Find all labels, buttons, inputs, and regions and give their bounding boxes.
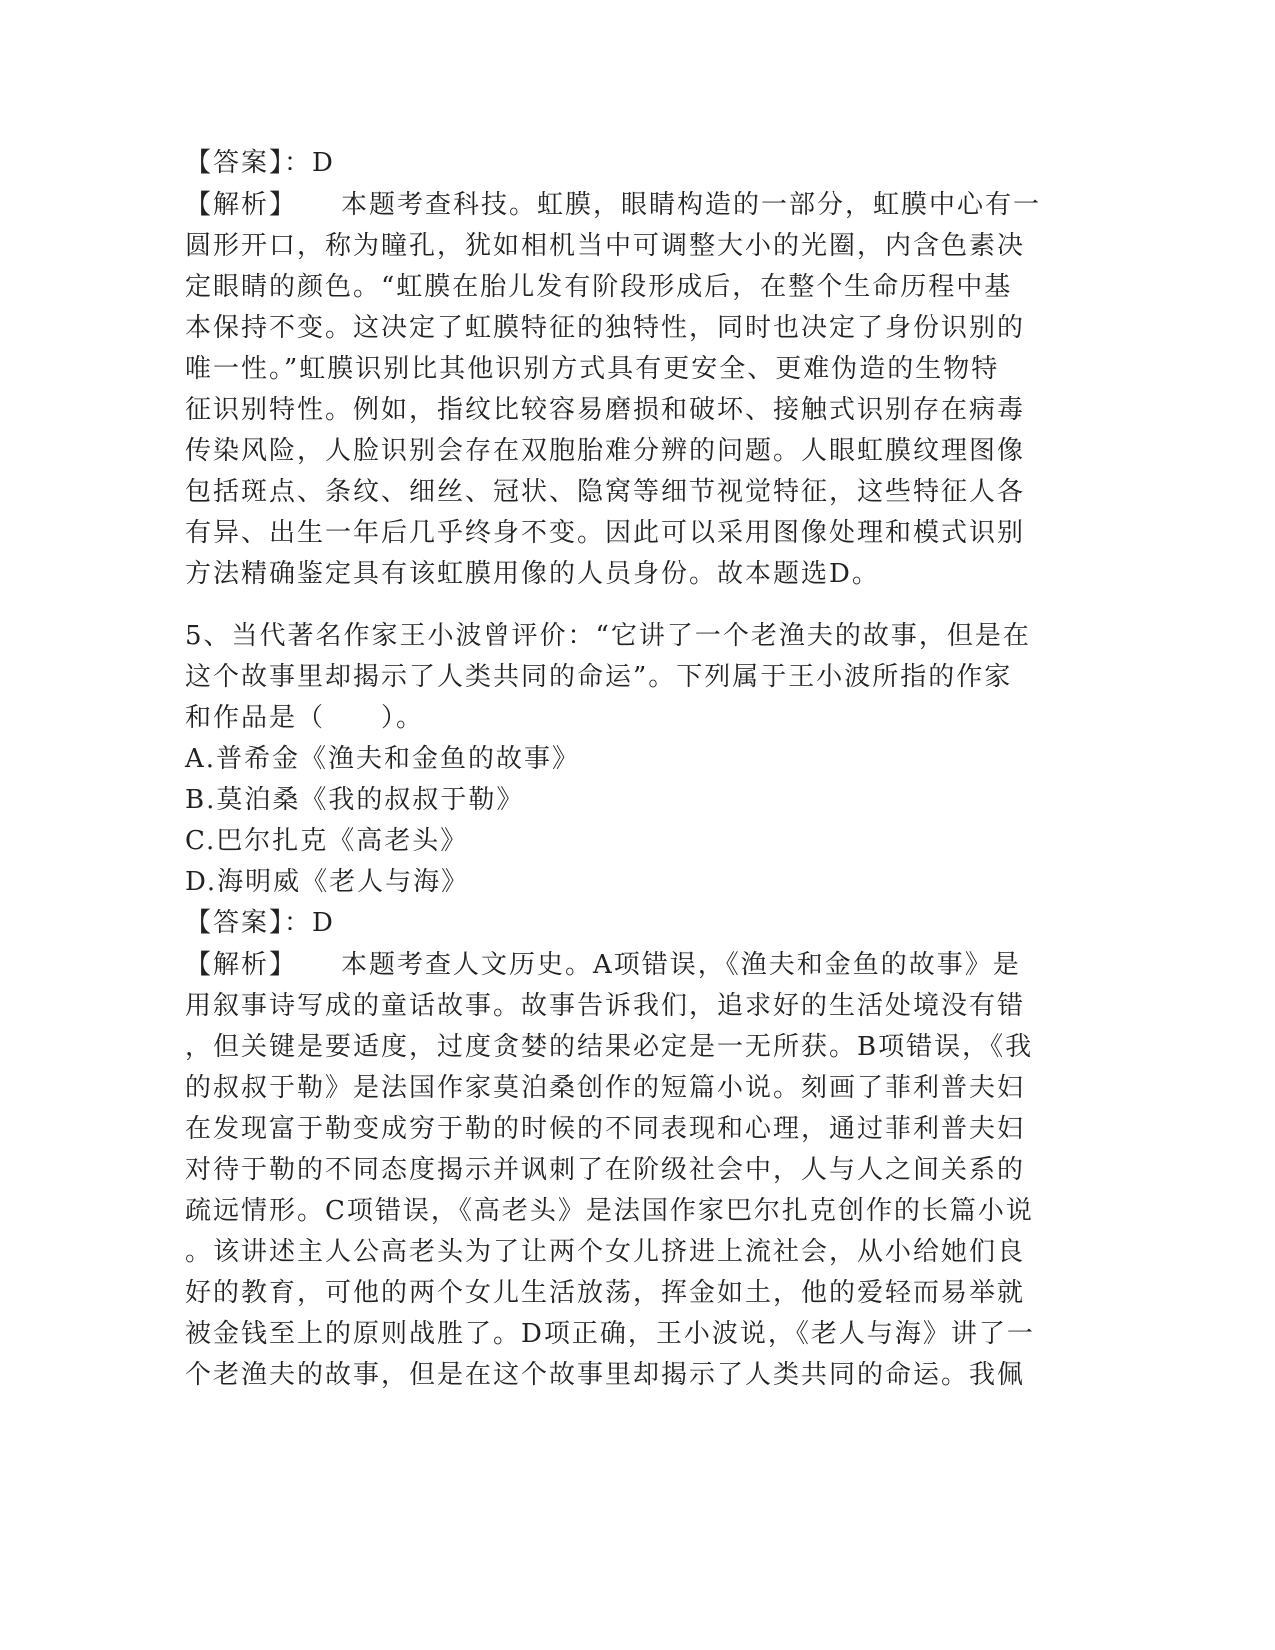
analysis-label: 【解析】: [185, 950, 298, 980]
answer-label: 【答案】: [185, 148, 285, 178]
analysis-label: 【解析】: [185, 190, 298, 220]
analysis-line: 有异、出生一年后几乎终身不变。因此可以采用图像处理和模式识别: [185, 518, 1026, 548]
option-b: B.莫泊桑《我的叔叔于勒》: [185, 785, 525, 815]
analysis-line: 定眼睛的颜色。“虹膜在胎儿发有阶段形成后，在整个生命历程中基: [185, 272, 1013, 302]
option-c: C.巴尔扎克《高老头》: [185, 826, 469, 856]
analysis-line: 【解析】 本题考查科技。虹膜，眼睛构造的一部分，虹膜中心有一: [185, 190, 1042, 220]
answer-value: D: [312, 148, 335, 178]
analysis-line: 疏远情形。C项错误，《高老头》是法国作家巴尔扎克创作的长篇小说: [185, 1196, 1034, 1226]
option-d: D.海明威《老人与海》: [185, 867, 470, 897]
question-stem-line: 和作品是（ ）。: [185, 703, 425, 733]
answer-separator: ：: [284, 908, 313, 938]
question-stem-line: 5、当代著名作家王小波曾评价：“它讲了一个老渔夫的故事，但是在: [185, 621, 1031, 651]
analysis-line: ，但关键是要适度，过度贪婪的结果必定是一无所获。B项错误，《我: [185, 1032, 1034, 1062]
analysis-line: 的叔叔于勒》是法国作家莫泊桑创作的短篇小说。刻画了菲利普夫妇: [185, 1073, 1026, 1103]
analysis-line: 对待于勒的不同态度揭示并讽刺了在阶级社会中，人与人之间关系的: [185, 1155, 1026, 1185]
answer-line-2: [185, 902, 335, 944]
analysis-line: 在发现富于勒变成穷于勒的时候的不同表现和心理，通过菲利普夫妇: [185, 1114, 1026, 1144]
analysis-line: 本保持不变。这决定了虹膜特征的独特性，同时也决定了身份识别的: [185, 313, 1026, 343]
analysis-line: 包括斑点、条纹、细丝、冠状、隐窝等细节视觉特征，这些特征人各: [185, 477, 1026, 507]
analysis-line: 。该讲述主人公高老头为了让两个女儿挤进上流社会，从小给她们良: [185, 1237, 1026, 1267]
answer-line-1: [185, 142, 335, 184]
analysis-line: 唯一性。”虹膜识别比其他识别方式具有更安全、更难伪造的生物特: [185, 354, 1000, 384]
analysis-line: 方法精确鉴定具有该虹膜用像的人员身份。故本题选D。: [185, 559, 880, 589]
option-a: A.普希金《渔夫和金鱼的故事》: [185, 744, 581, 774]
answer-label: 【答案】: [185, 908, 285, 938]
analysis-line: 用叙事诗写成的童话故事。故事告诉我们，追求好的生活处境没有错: [185, 991, 1026, 1021]
analysis-line: 好的教育，可他的两个女儿生活放荡，挥金如土，他的爱轻而易举就: [185, 1278, 1026, 1308]
analysis-line: 【解析】 本题考查人文历史。A项错误，《渔夫和金鱼的故事》是: [185, 950, 1021, 980]
analysis-line: 圆形开口，称为瞳孔，犹如相机当中可调整大小的光圈，内含色素决: [185, 231, 1026, 261]
analysis-line: 个老渔夫的故事，但是在这个故事里却揭示了人类共同的命运。我佩: [185, 1360, 1026, 1390]
question-stem-line: 这个故事里却揭示了人类共同的命运”。下列属于王小波所指的作家: [185, 662, 1013, 692]
answer-separator: ：: [284, 148, 313, 178]
analysis-line: 被金钱至上的原则战胜了。D项正确，王小波说，《老人与海》讲了一: [185, 1319, 1035, 1349]
analysis-line: 征识别特性。例如，指纹比较容易磨损和破坏、接触式识别存在病毒: [185, 395, 1026, 425]
answer-value: D: [312, 908, 335, 938]
analysis-line: 传染风险，人脸识别会存在双胞胎难分辨的问题。人眼虹膜纹理图像: [185, 436, 1026, 466]
